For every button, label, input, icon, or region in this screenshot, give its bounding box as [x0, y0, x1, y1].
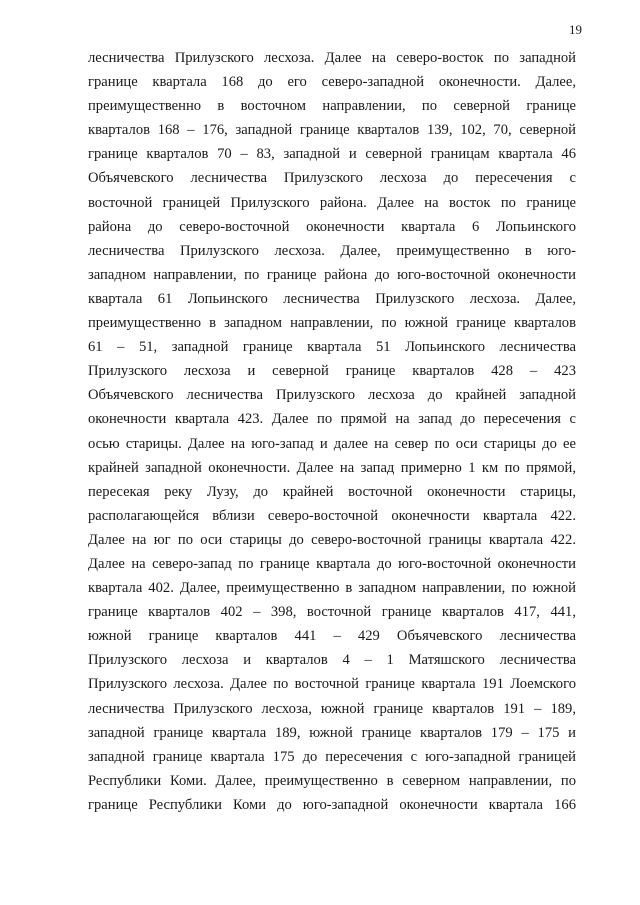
text-line: лесничества Прилузского лесхоза. Далее на северо-восток по западной	[88, 50, 576, 66]
text-line: лесничества Прилузского лесхоза, южной границе кварталов 191 – 189,	[88, 700, 576, 717]
text-line: преимущественно в западном направлении, по южной границе кварталов	[88, 315, 576, 332]
text-line: Объячевского лесничества Прилузского лесхоза до пересечения с	[88, 170, 576, 187]
text-line: западной границе квартала 189, южной границе кварталов 179 – 175 и	[88, 724, 576, 741]
text-line: пересекая реку Лузу, до крайней восточной оконечности старицы,	[88, 483, 576, 500]
text-line: границе квартала 168 до его северо-западной оконечности. Далее,	[88, 74, 576, 91]
text-line: границе Республики Коми до юго-западной оконечности квартала 166	[88, 796, 576, 813]
text-line: преимущественно в восточном направлении, по северной границе	[88, 98, 576, 115]
text-line: Республики Коми. Далее, преимущественно в северном направлении, по	[88, 772, 576, 789]
text-line: границе кварталов 70 – 83, западной и северной границам квартала 46	[88, 146, 576, 163]
page-number: 19	[569, 22, 582, 37]
text-line: 61 – 51, западной границе квартала 51 Лопьинского лесничества	[88, 339, 576, 356]
text-line: лесничества Прилузского лесхоза. Далее, преимущественно в юго-	[88, 242, 576, 259]
text-line: Прилузского лесхоза и кварталов 4 – 1 Матяшского лесничества	[88, 652, 576, 669]
text-line: восточной границей Прилузского района. Далее на восток по границе	[88, 194, 576, 211]
text-line: крайней западной оконечности. Далее на запад примерно 1 км по прямой,	[88, 459, 576, 476]
text-line: западной границе квартала 175 до пересечения с юго-западной границей	[88, 748, 576, 765]
text-line: оконечности квартала 423. Далее по прямой на запад до пересечения с	[88, 411, 576, 428]
text-line: района до северо-восточной оконечности квартала 6 Лопьинского	[88, 218, 576, 235]
text-line: кварталов 168 – 176, западной границе кварталов 139, 102, 70, северной	[88, 122, 576, 139]
text-line: квартала 61 Лопьинского лесничества Прилузского лесхоза. Далее,	[88, 290, 576, 307]
text-line: располагающейся вблизи северо-восточной оконечности квартала 422.	[88, 507, 576, 524]
text-line: Прилузского лесхоза. Далее по восточной границе квартала 191 Лоемского	[88, 676, 576, 693]
text-line: Далее на северо-запад по границе квартала до юго-восточной оконечности	[88, 555, 576, 572]
text-line: квартала 402. Далее, преимущественно в западном направлении, по южной	[88, 580, 576, 597]
body-text	[88, 46, 576, 817]
text-line: Объячевского лесничества Прилузского лесхоза до крайней западной	[88, 387, 576, 404]
text-line: осью старицы. Далее на юго-запад и далее на север по оси старицы до ее	[88, 435, 576, 452]
text-line: границе кварталов 402 – 398, восточной границе кварталов 417, 441,	[88, 604, 576, 621]
text-line: западном направлении, по границе района до юго-восточной оконечности	[88, 266, 576, 283]
text-line: южной границе кварталов 441 – 429 Объячевского лесничества	[88, 628, 576, 645]
text-line: Далее на юг по оси старицы до северо-восточной границы квартала 422.	[88, 531, 576, 548]
text-line: Прилузского лесхоза и северной границе кварталов 428 – 423	[88, 363, 576, 380]
